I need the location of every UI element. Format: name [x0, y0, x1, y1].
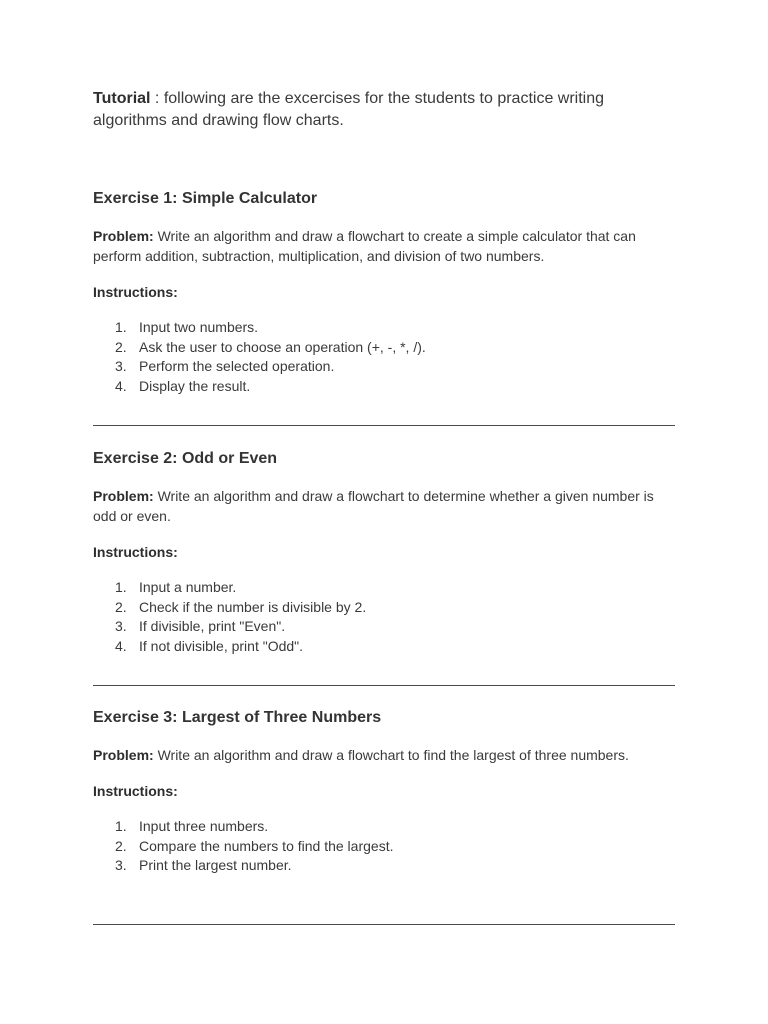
step-text: If not divisible, print "Odd".: [139, 637, 304, 654]
intro-text: : following are the excercises for the students to practice writing algorithms and drawing flow charts.: [93, 90, 605, 129]
step-number: 1.: [115, 579, 127, 595]
list-item: [93, 856, 675, 876]
instructions-list: [93, 318, 675, 396]
step-text: Print the largest number.: [139, 857, 292, 873]
step-text: If divisible, print "Even".: [139, 618, 286, 634]
section-divider: [93, 425, 675, 426]
step-number: 3.: [115, 857, 127, 873]
exercise-2: [93, 449, 675, 656]
intro-label: Tutorial: [93, 90, 151, 107]
list-item: [93, 357, 675, 377]
list-item: [93, 817, 675, 837]
list-item: [93, 377, 675, 397]
instructions-list: [93, 578, 675, 656]
step-text: Input two numbers.: [139, 319, 259, 335]
step-text: Input three numbers.: [139, 818, 269, 834]
step-number: 1.: [115, 319, 127, 335]
list-item: [93, 318, 675, 338]
list-item: [93, 617, 675, 637]
step-number: 3.: [115, 618, 127, 634]
step-text: Input a number.: [139, 579, 237, 595]
instructions-label: Instructions:: [93, 783, 178, 799]
section-divider: [93, 685, 675, 686]
step-number: 4.: [115, 637, 127, 654]
list-item: [93, 837, 675, 857]
problem-label: Problem:: [93, 747, 154, 763]
problem-text: Write an algorithm and draw a flowchart to create a simple calculator that can perform addition, subtraction, multiplication, and division of two numbers.: [93, 228, 636, 264]
problem-statement: [93, 226, 675, 266]
step-text: Check if the number is divisible by 2.: [139, 598, 367, 615]
list-item: [93, 637, 675, 657]
step-number: 1.: [115, 818, 127, 834]
step-number: 2.: [115, 837, 127, 854]
step-text: Ask the user to choose an operation (+, -, *, /).: [139, 338, 426, 355]
step-text: Display the result.: [139, 377, 251, 394]
exercise-3: [93, 708, 675, 876]
step-number: 2.: [115, 598, 127, 615]
instructions-label: Instructions:: [93, 544, 178, 560]
problem-statement: [93, 745, 675, 765]
exercise-title: Exercise 2: Odd or Even: [93, 450, 278, 467]
exercise-title: Exercise 1: Simple Calculator: [93, 190, 318, 207]
exercise-1: [93, 189, 675, 396]
instructions-list: [93, 817, 675, 876]
problem-label: Problem:: [93, 228, 154, 244]
step-number: 2.: [115, 338, 127, 355]
problem-text: Write an algorithm and draw a flowchart to determine whether a given number is odd or even.: [93, 488, 654, 524]
instructions-label: Instructions:: [93, 284, 178, 300]
list-item: [93, 598, 675, 618]
step-text: Perform the selected operation.: [139, 358, 335, 374]
step-number: 4.: [115, 377, 127, 394]
intro-paragraph: [93, 88, 675, 132]
problem-label: Problem:: [93, 488, 154, 504]
problem-statement: [93, 486, 675, 526]
step-text: Compare the numbers to find the largest.: [139, 837, 394, 854]
exercise-title: Exercise 3: Largest of Three Numbers: [93, 709, 382, 726]
list-item: [93, 338, 675, 358]
list-item: [93, 578, 675, 598]
document-page: [93, 88, 675, 132]
section-divider: [93, 924, 675, 925]
step-number: 3.: [115, 358, 127, 374]
problem-text: Write an algorithm and draw a flowchart to find the largest of three numbers.: [153, 747, 629, 763]
